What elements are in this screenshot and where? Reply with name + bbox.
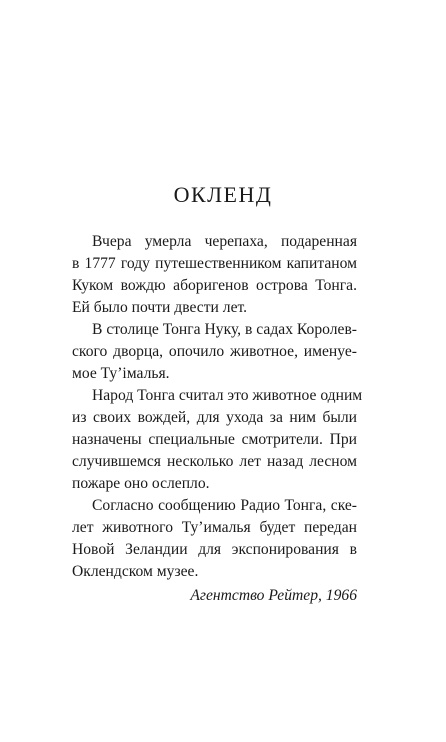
- paragraph-4: [72, 495, 357, 583]
- text-line: Согласно сообщению Радио Тонга, ске-: [92, 497, 357, 514]
- paragraph-3: [72, 385, 363, 495]
- text-line: случившемся несколько лет назад лесном: [72, 453, 357, 470]
- article-body: [72, 231, 363, 607]
- text-line: Ей было почти двести лет.: [72, 299, 248, 316]
- text-line: Народ Тонга считал это животное одним: [92, 387, 363, 404]
- text-line: назначены специальные смотрители. При: [72, 431, 357, 448]
- page-title: ОКЛЕНД: [173, 182, 273, 207]
- source-signature: Агентство Рейтер, 1966: [190, 587, 357, 604]
- paragraph-2: [72, 319, 357, 385]
- text-line: В столице Тонга Нуку, в садах Королев-: [92, 321, 357, 338]
- text-line: лет животного Ту’ималья будет передан: [72, 519, 357, 536]
- text-line: Вчера умерла черепаха, подаренная: [92, 233, 357, 250]
- text-line: пожаре оно ослепло.: [72, 475, 210, 492]
- paragraph-1: [72, 231, 357, 319]
- text-line: ского дворца, опочило животное, именуе-: [72, 343, 357, 360]
- text-line: из своих вождей, для ухода за ним были: [72, 409, 357, 426]
- text-line: мое Ту’імалья.: [72, 365, 170, 382]
- text-line: Куком вождю аборигенов острова Тонга.: [72, 277, 357, 294]
- text-line: в 1777 году путешественником капитаном: [72, 255, 357, 272]
- text-line: Оклендском музее.: [72, 563, 199, 580]
- text-line: Новой Зеландии для экспонирования в: [72, 541, 357, 558]
